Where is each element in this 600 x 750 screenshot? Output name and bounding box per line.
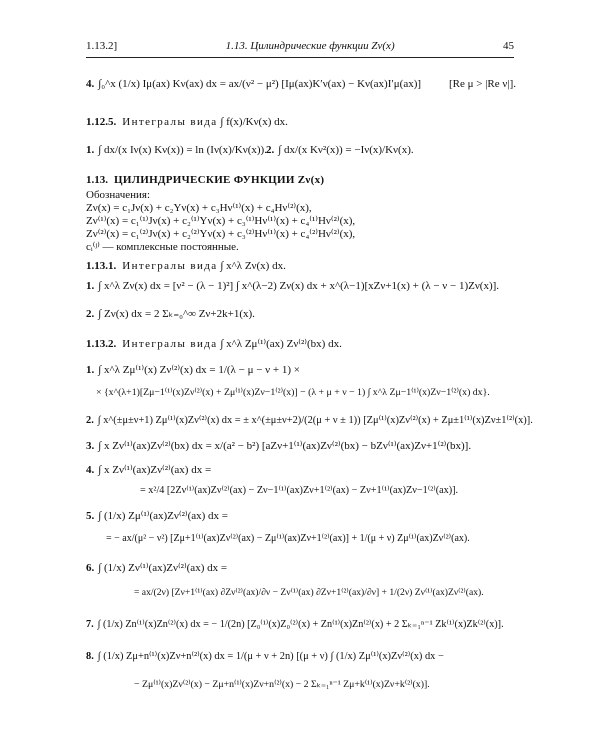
formula-text: ∫ (1/x) Zμ⁽¹⁾(ax)Zν⁽²⁾(ax) dx = bbox=[98, 510, 228, 522]
section-number: 1.13. bbox=[86, 174, 108, 186]
formula-text: ∫ x^(±μ±ν+1) Zμ⁽¹⁾(x)Zν⁽²⁾(x) dx = ± x^(±μ±ν+2)/(2(μ + ν ± 1)) [Zμ⁽¹⁾(x)Zν⁽²⁾(x) + Zμ±1⁽¹⁾(x)Zν±1⁽²⁾(x)]. bbox=[97, 415, 533, 426]
item-number: 1. bbox=[86, 280, 95, 292]
subsection-title: Интегралы вида bbox=[122, 116, 218, 128]
formula-1-13-2-6-continuation: = ax/(2ν) [Zν+1⁽¹⁾(ax) ∂Zν⁽²⁾(ax)/∂ν − Zν⁽¹⁾(ax) ∂Zν+1⁽²⁾(ax)/∂ν] + 1/(2ν) Zν⁽¹⁾(ax)Zν⁽²⁾(ax). bbox=[134, 587, 484, 598]
item-number: 5. bbox=[86, 510, 95, 522]
formula-text: ∫ x Zν⁽¹⁾(ax)Zν⁽²⁾(bx) dx = x/(a² − b²) [aZν+1⁽¹⁾(ax)Zν⁽²⁾(bx) − bZν⁽¹⁾(ax)Zν+1⁽²⁾(bx)]. bbox=[98, 440, 472, 452]
formula-text: ∫ x^λ Zν(x) dx = [ν² − (λ − 1)²] ∫ x^(λ−2) Zν(x) dx + x^(λ−1)[xZν+1(x) + (λ − ν − 1)Zν(x)]. bbox=[98, 280, 500, 292]
item-number: 1. bbox=[86, 364, 95, 376]
formula-1-13-2-5 bbox=[86, 510, 228, 523]
item-number: 6. bbox=[86, 562, 95, 574]
subsection-heading-1-12-5 bbox=[86, 116, 288, 129]
subsection-title: Интегралы вида bbox=[122, 338, 218, 350]
formula-text: ∫ Zν(x) dx = 2 Σₖ₌₀^∞ Zν+2k+1(x). bbox=[98, 308, 255, 320]
subsection-number: 1.12.5. bbox=[86, 116, 117, 128]
subsection-number: 1.13.2. bbox=[86, 338, 117, 350]
section-heading-1-13 bbox=[86, 174, 324, 187]
subsection-heading-1-13-2 bbox=[86, 338, 342, 351]
formula-1-12-5-2 bbox=[266, 144, 414, 157]
formula-1-13-2-6 bbox=[86, 562, 227, 575]
definition-z: Zν(x) = c₁Jν(x) + c₂Yν(x) + c₃Hν⁽¹⁾(x) + c₄Hν⁽²⁾(x), bbox=[86, 202, 312, 214]
formula-text: ∫ x^λ Zμ⁽¹⁾(x) Zν⁽²⁾(x) dx = 1/(λ − μ − ν + 1) × bbox=[98, 364, 300, 376]
notation-label: Обозначения: bbox=[86, 189, 151, 201]
formula-1-13-2-4-continuation: = x²/4 [2Zν⁽¹⁾(ax)Zν⁽²⁾(ax) − Zν−1⁽¹⁾(ax)Zν+1⁽²⁾(ax) − Zν+1⁽¹⁾(ax)Zν−1⁽²⁾(ax)]. bbox=[140, 485, 459, 496]
formula-list bbox=[86, 62, 533, 742]
definition-z2: Zν⁽²⁾(x) = c₁⁽²⁾Jν(x) + c₂⁽²⁾Yν(x) + c₃⁽²⁾Hν⁽¹⁾(x) + c₄⁽²⁾Hν⁽²⁾(x), bbox=[86, 228, 356, 240]
item-number: 2. bbox=[86, 415, 94, 426]
formula-text: ∫ x Zν⁽¹⁾(ax)Zν⁽²⁾(ax) dx = bbox=[98, 464, 212, 476]
formula-1-13-2-2 bbox=[86, 414, 533, 427]
definition-z1: Zν⁽¹⁾(x) = c₁⁽¹⁾Jν(x) + c₂⁽¹⁾Yν(x) + c₃⁽¹⁾Hν⁽¹⁾(x) + c₄⁽¹⁾Hν⁽²⁾(x), bbox=[86, 215, 356, 227]
formula-1-12-5-1 bbox=[86, 144, 267, 157]
formula-text: ∫ (1/x) Zν⁽¹⁾(ax)Zν⁽²⁾(ax) dx = bbox=[98, 562, 228, 574]
formula-text: ∫₀^x (1/x) Iμ(ax) Kν(ax) dx = ax/(ν² − μ²) [Iμ(ax)K′ν(ax) − Kν(ax)I′μ(ax)] bbox=[98, 78, 422, 90]
formula-1-13-1-1 bbox=[86, 280, 499, 293]
subsection-integral: ∫ f(x)/Kν(x) dx. bbox=[220, 116, 288, 128]
header-page-number: 45 bbox=[503, 40, 514, 52]
formula-1-13-2-5-continuation: = − ax/(μ² − ν²) [Zμ+1⁽¹⁾(ax)Zν⁽²⁾(ax) − Zμ⁽¹⁾(ax)Zν+1⁽²⁾(ax)] + 1/(μ + ν) Zμ⁽¹⁾(ax)Zν⁽²⁾(ax). bbox=[106, 533, 470, 544]
formula-1-13-2-7 bbox=[86, 618, 504, 631]
item-number: 7. bbox=[86, 619, 94, 630]
formula-1-13-1-2 bbox=[86, 308, 255, 321]
item-number: 3. bbox=[86, 440, 95, 452]
subsection-integral: ∫ x^λ Zν(x) dx. bbox=[220, 260, 286, 272]
item-number: 2. bbox=[266, 144, 275, 156]
formula-1-13-2-1 bbox=[86, 364, 300, 377]
formula-text: ∫ dx/(x Iν(x) Kν(x)) = ln (Iν(x)/Kν(x)). bbox=[98, 144, 267, 156]
item-number: 4. bbox=[86, 78, 95, 90]
formula-1-13-2-1-continuation: × {x^(λ+1)[Zμ−1⁽¹⁾(x)Zν⁽²⁾(x) + Zμ⁽¹⁾(x)Zν−1⁽²⁾(x)] − (λ + μ + ν − 1) ∫ x^λ Zμ−1⁽¹⁾(x)Zν−1⁽²⁾(x) dx}. bbox=[96, 387, 490, 398]
formula-1-13-2-8-continuation: − Zμ⁽¹⁾(x)Zν⁽²⁾(x) − Zμ+n⁽¹⁾(x)Zν+n⁽²⁾(x) − 2 Σₖ₌₁ⁿ⁻¹ Zμ+k⁽¹⁾(x)Zν+k⁽²⁾(x)]. bbox=[134, 679, 430, 690]
formula-1-13-2-4 bbox=[86, 464, 211, 477]
definition-constants: cᵢ⁽ʲ⁾ — комплексные постоянные. bbox=[86, 241, 239, 253]
subsection-title: Интегралы вида bbox=[122, 260, 218, 272]
formula-text: ∫ (1/x) Zn⁽¹⁾(x)Zn⁽²⁾(x) dx = − 1/(2n) [Z₀⁽¹⁾(x)Z₀⁽²⁾(x) + Zn⁽¹⁾(x)Zn⁽²⁾(x) + 2 Σₖ₌₁ⁿ⁻¹ Zk⁽¹⁾(x)Zk⁽²⁾(x)]. bbox=[97, 619, 504, 630]
formula-1-13-2-8 bbox=[86, 650, 444, 663]
formula-condition: [Re μ > |Re ν|]. bbox=[449, 78, 516, 90]
formula-1-13-2-3 bbox=[86, 440, 471, 453]
header-section-ref: 1.13.2] bbox=[86, 40, 118, 52]
header-title: 1.13. Цилиндрические функции Zν(x) bbox=[225, 40, 395, 52]
section-title: ЦИЛИНДРИЧЕСКИЕ ФУНКЦИИ Zν(x) bbox=[114, 174, 325, 186]
item-number: 4. bbox=[86, 464, 95, 476]
item-number: 1. bbox=[86, 144, 95, 156]
subsection-number: 1.13.1. bbox=[86, 260, 117, 272]
header-rule bbox=[86, 57, 514, 58]
formula-text: ∫ (1/x) Zμ+n⁽¹⁾(x)Zν+n⁽²⁾(x) dx = 1/(μ + ν + 2n) [(μ + ν) ∫ (1/x) Zμ⁽¹⁾(x)Zν⁽²⁾(x) dx − bbox=[97, 651, 444, 662]
formula-1-12-4-4 bbox=[86, 78, 421, 91]
running-header bbox=[86, 40, 514, 56]
subsection-integral: ∫ x^λ Zμ⁽¹⁾(ax) Zν⁽²⁾(bx) dx. bbox=[220, 338, 342, 350]
formula-text: ∫ dx/(x Kν²(x)) = −Iν(x)/Kν(x). bbox=[278, 144, 414, 156]
item-number: 2. bbox=[86, 308, 95, 320]
item-number: 8. bbox=[86, 651, 94, 662]
subsection-heading-1-13-1 bbox=[86, 260, 286, 273]
